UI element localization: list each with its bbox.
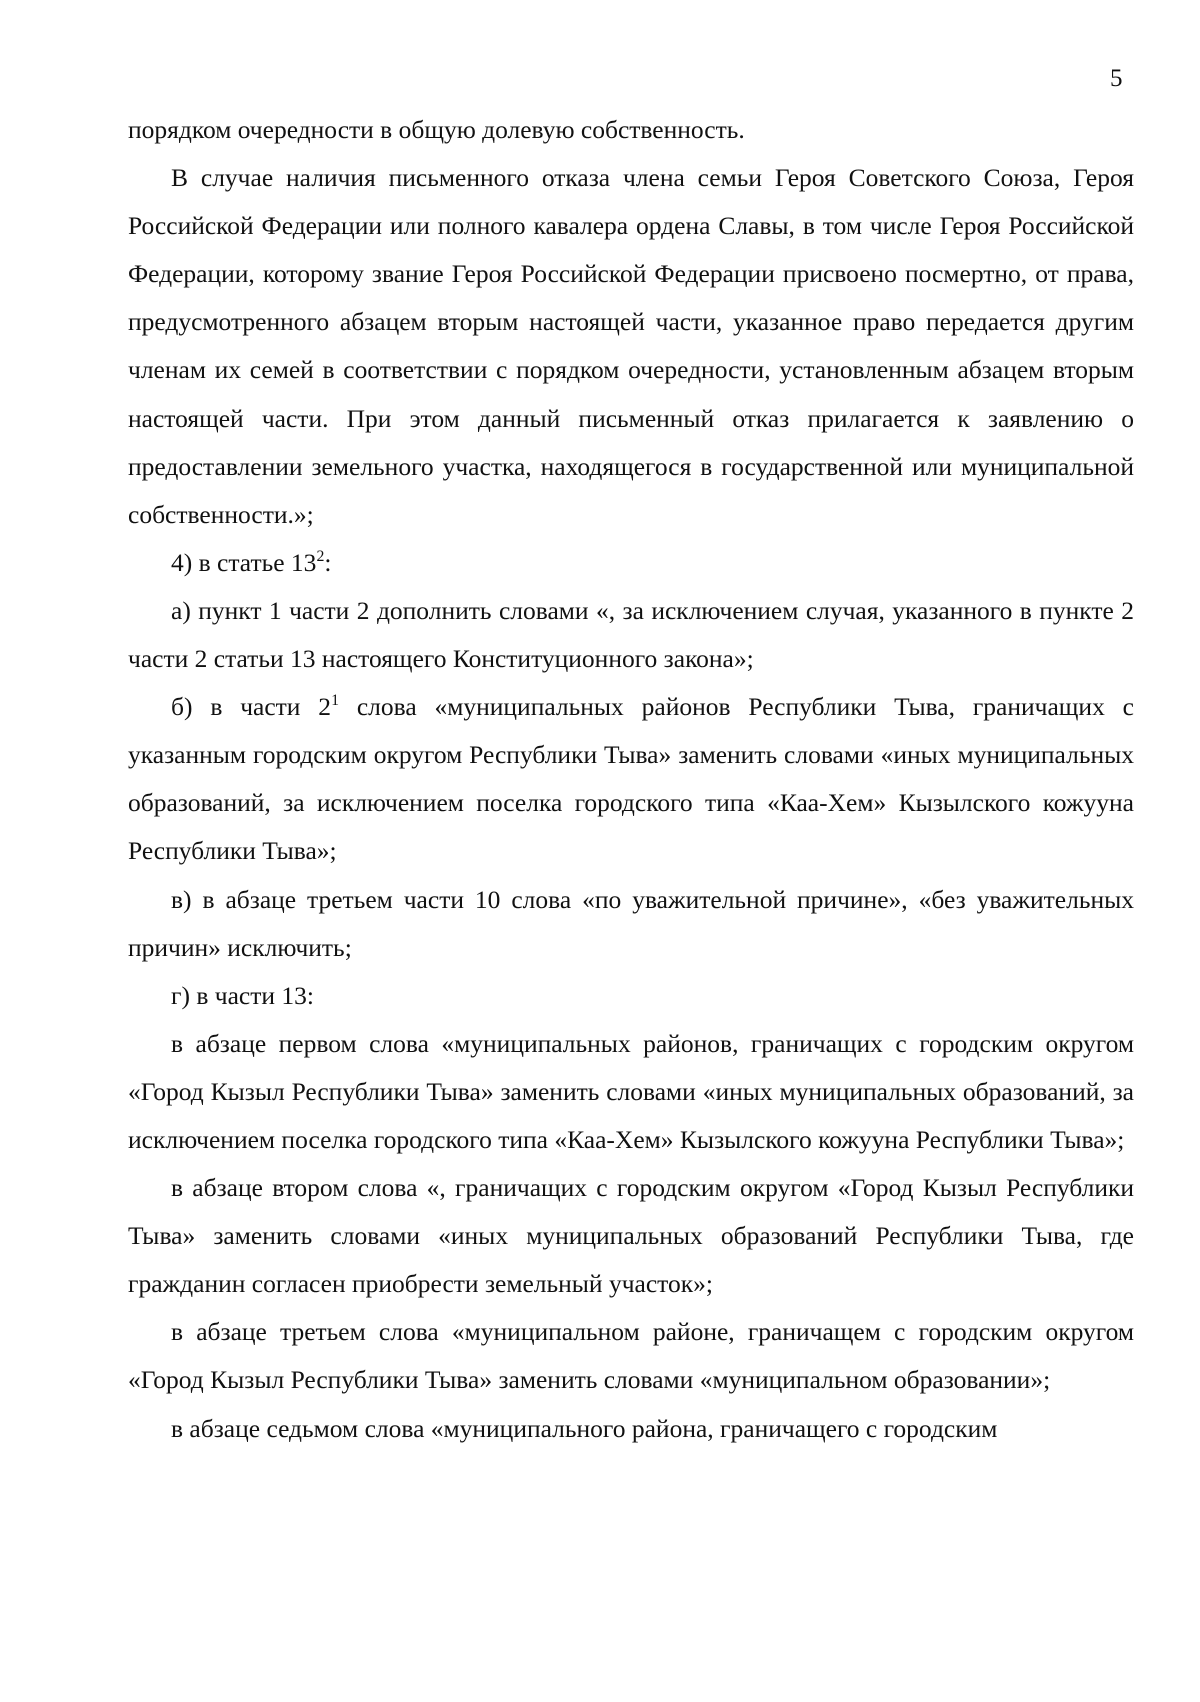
paragraph-first-abzac: в абзаце первом слова «муниципальных районов, граничащих с городским округом «Город Кызыл Республики Тыва» заменить словами «иных муниципальных образований, за исключением поселка городского типа «Каа-Хем» Кызылского кожууна Республики Тыва»;: [128, 1028, 1134, 1154]
subitem-b-rest: слова «муниципальных районов Республики Тыва, граничащих с указанным городским округом Республики Тыва» заменить словами «иных муниципальных образований, за исключением поселка городского типа «Каа-Хем» Кызылского кожууна Республики Тыва»;: [128, 692, 1134, 866]
subitem-b-superscript: 1: [331, 692, 339, 710]
subitem-b-lead: б) в части 2: [171, 692, 332, 722]
paragraph-subitem-v: в) в абзаце третьем части 10 слова «по уважительной причине», «без уважительных причин» исключить;: [128, 884, 1134, 962]
page-number: 5: [1110, 65, 1123, 92]
item-4-text: 4) в статье 13: [171, 547, 317, 577]
item-4-superscript: 2: [316, 548, 325, 566]
paragraph-written-refusal: В случае наличия письменного отказа члена семьи Героя Советского Союза, Героя Российской Федерации или полного кавалера ордена Славы, в том числе Героя Российской Федерации, которому звание Героя Российской Федерации присвоено посмертно, от права, предусмотренного абзацем вторым настоящей части, указанное право передается другим членам их семей в соответствии с порядком очередности, установленным абзацем вторым настоящей части. При этом данный письменный отказ прилагается к заявлению о предоставлении земельного участка, находящегося в государственной или муниципальной собственности.»;: [128, 163, 1134, 529]
document-body: [128, 106, 1134, 1453]
paragraph-seventh-abzac: в абзаце седьмом слова «муниципального района, граничащего с городским: [171, 1413, 998, 1443]
paragraph-subitem-a: а) пункт 1 части 2 дополнить словами «, за исключением случая, указанного в пункте 2 части 2 статьи 13 настоящего Конституционного закона»;: [128, 595, 1134, 674]
paragraph-third-abzac: в абзаце третьем слова «муниципальном районе, граничащем с городским округом «Город Кызыл Республики Тыва» заменить словами «муниципальном образовании»;: [128, 1317, 1134, 1395]
paragraph-continuation: порядком очередности в общую долевую собственность.: [128, 115, 745, 144]
paragraph-item-4: [128, 539, 1134, 587]
paragraph-second-abzac: в абзаце втором слова «, граничащих с городским округом «Город Кызыл Республики Тыва» заменить словами «иных муниципальных образований Республики Тыва, где гражданин согласен приобрести земельный участок»;: [128, 1173, 1134, 1299]
item-4-colon: :: [324, 547, 332, 577]
paragraph-subitem-b: [128, 683, 1134, 875]
paragraph-subitem-g: г) в части 13:: [171, 980, 314, 1010]
